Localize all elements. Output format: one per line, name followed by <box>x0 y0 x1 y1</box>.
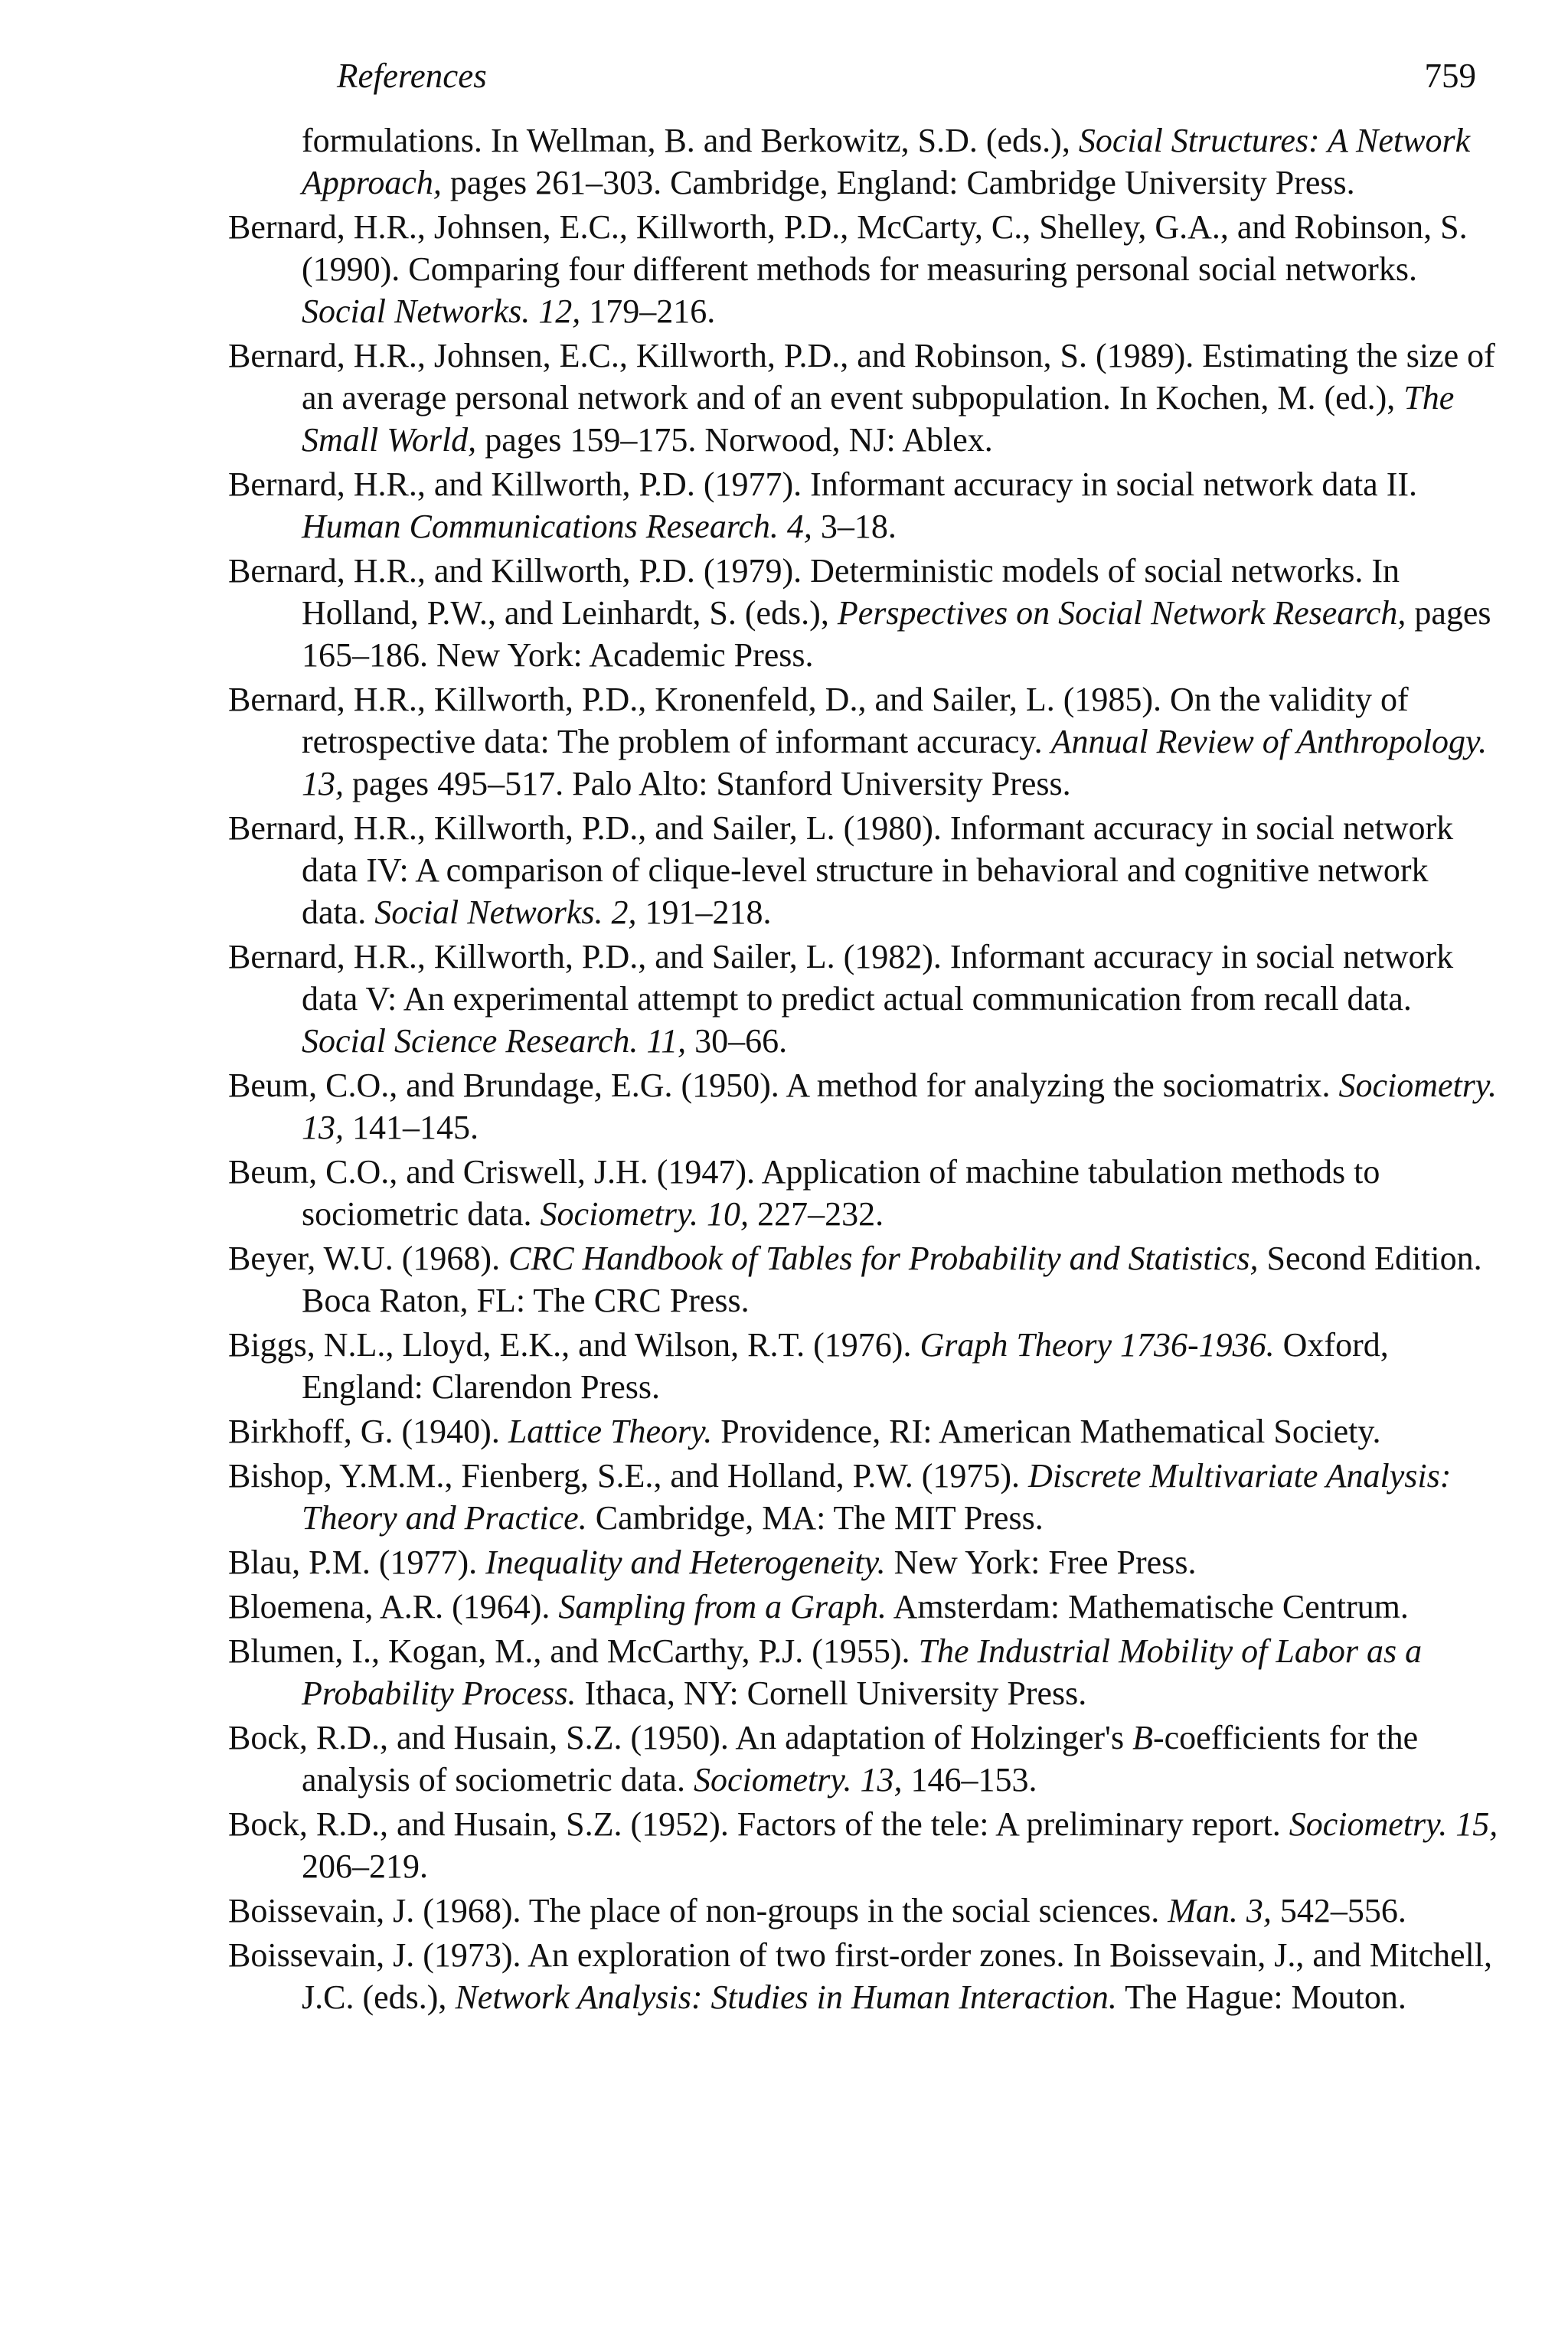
reference-entry <box>228 1455 1499 1539</box>
reference-text: Bishop, Y.M.M., Fienberg, S.E., and Holland, P.W. (1975). <box>228 1457 1029 1495</box>
reference-text: The Hague: Mouton. <box>1116 1978 1406 2016</box>
reference-entry <box>228 807 1499 933</box>
reference-text: 30–66. <box>686 1022 788 1060</box>
reference-text: Bock, R.D., and Husain, S.Z. (1950). An adaptation of Holzinger's <box>228 1719 1133 1756</box>
reference-text: Bernard, H.R., Killworth, P.D., and Sailer, L. (1982). Informant accuracy in social network data V: An experimental attempt to predict actual communication from recall data. <box>228 938 1454 1018</box>
reference-entry <box>228 936 1499 1062</box>
reference-text: 179–216. <box>580 292 716 330</box>
reference-italic-text: Network Analysis: Studies in Human Interaction. <box>455 1978 1117 2016</box>
reference-text: 3–18. <box>812 508 897 545</box>
reference-text: Biggs, N.L., Lloyd, E.K., and Wilson, R.T. (1976). <box>228 1326 920 1364</box>
reference-italic-text: The Industrial Mobility of Labor as a Probability Process. <box>302 1632 1423 1712</box>
reference-entry <box>228 1324 1499 1408</box>
reference-entry <box>228 550 1499 676</box>
reference-entry <box>228 678 1499 805</box>
reference-text: Bernard, H.R., and Killworth, P.D. (1979). Deterministic models of social networks. In Holland, P.W., and Leinhardt, S. (eds.), <box>228 552 1400 632</box>
reference-entry <box>228 1237 1499 1322</box>
reference-text: Boissevain, J. (1973). An exploration of two first-order zones. In Boissevain, J., and Mitchell, J.C. (eds.), <box>228 1936 1492 2016</box>
page-number: 759 <box>1424 57 1476 95</box>
reference-entry <box>228 463 1499 547</box>
reference-entry <box>228 1064 1499 1148</box>
reference-text: Boissevain, J. (1968). The place of non-groups in the social sciences. <box>228 1892 1168 1929</box>
reference-text: 206–219. <box>302 1848 428 1885</box>
reference-italic-text: The Small World, <box>302 379 1455 459</box>
reference-text: -coefficients for the analysis of sociometric data. <box>302 1719 1419 1799</box>
reference-text: pages 495–517. Palo Alto: Stanford University Press. <box>344 765 1071 802</box>
reference-text: Beum, C.O., and Brundage, E.G. (1950). A method for analyzing the sociomatrix. <box>228 1067 1339 1104</box>
reference-text: Providence, RI: American Mathematical Society. <box>712 1413 1381 1450</box>
reference-entry <box>228 1630 1499 1714</box>
reference-italic-text: Man. 3, <box>1168 1892 1272 1929</box>
reference-italic-text: Social Networks. 12, <box>302 292 581 330</box>
reference-text: 146–153. <box>902 1761 1037 1799</box>
reference-text: pages 159–175. Norwood, NJ: Ablex. <box>476 421 993 459</box>
reference-entry <box>228 1717 1499 1801</box>
reference-entry <box>228 1541 1499 1583</box>
reference-italic-text: Lattice Theory. <box>508 1413 713 1450</box>
reference-entry <box>228 335 1499 461</box>
reference-italic-text: Social Structures: A Network Approach, <box>302 122 1471 201</box>
reference-text: Amsterdam: Mathematische Centrum. <box>887 1588 1409 1625</box>
reference-text: Beyer, W.U. (1968). <box>228 1240 509 1277</box>
reference-entry <box>228 1934 1499 2018</box>
reference-italic-text: Sociometry. 13, <box>693 1761 903 1799</box>
reference-text: Bock, R.D., and Husain, S.Z. (1952). Factors of the tele: A preliminary report. <box>228 1805 1289 1843</box>
reference-text: 191–218. <box>636 894 772 931</box>
reference-text: Cambridge, MA: The MIT Press. <box>586 1499 1044 1537</box>
reference-entry-continued <box>228 119 1499 204</box>
reference-text: Bloemena, A.R. (1964). <box>228 1588 559 1625</box>
reference-italic-text: Sampling from a Graph. <box>558 1588 887 1625</box>
running-head <box>337 49 1476 103</box>
reference-italic-text: Sociometry. 13, <box>302 1067 1498 1146</box>
reference-text: pages 165–186. New York: Academic Press. <box>302 594 1491 674</box>
reference-italic-text: Inequality and Heterogeneity. <box>485 1544 886 1581</box>
reference-entry <box>228 206 1499 332</box>
reference-italic-text: Annual Review of Anthropology. 13, <box>302 723 1488 802</box>
reference-text: Bernard, H.R., Johnsen, E.C., Killworth, P.D., McCarty, C., Shelley, G.A., and Robinson, S. (1990). Comparing four different methods for measuring personal social networks. <box>228 208 1468 288</box>
reference-entry <box>228 1586 1499 1628</box>
reference-text: 141–145. <box>344 1109 479 1146</box>
reference-italic-text: CRC Handbook of Tables for Probability and Statistics, <box>508 1240 1259 1277</box>
reference-text: Birkhoff, G. (1940). <box>228 1413 508 1450</box>
reference-text: Bernard, H.R., Johnsen, E.C., Killworth, P.D., and Robinson, S. (1989). Estimating the size of an average personal network and of an event subpopulation. In Kochen, M. (ed.), <box>228 337 1495 417</box>
reference-text: Oxford, England: Clarendon Press. <box>302 1326 1389 1406</box>
reference-text: formulations. In Wellman, B. and Berkowitz, S.D. (eds.), <box>302 122 1079 159</box>
reference-text: New York: Free Press. <box>885 1544 1197 1581</box>
reference-text: Beum, C.O., and Criswell, J.H. (1947). Application of machine tabulation methods to sociometric data. <box>228 1153 1380 1233</box>
running-title: References <box>337 57 487 95</box>
reference-italic-text: Perspectives on Social Network Research, <box>837 594 1406 632</box>
reference-text: Blau, P.M. (1977). <box>228 1544 486 1581</box>
reference-italic-text: Discrete Multivariate Analysis: Theory and Practice. <box>302 1457 1452 1537</box>
reference-text: pages 261–303. Cambridge, England: Cambridge University Press. <box>441 164 1355 201</box>
reference-text: Second Edition. Boca Raton, FL: The CRC Press. <box>302 1240 1482 1319</box>
reference-text: Bernard, H.R., Killworth, P.D., Kronenfeld, D., and Sailer, L. (1985). On the validity of retrospective data: The problem of informant accuracy. <box>228 681 1409 760</box>
reference-text: Ithaca, NY: Cornell University Press. <box>576 1674 1087 1712</box>
reference-italic-text: Human Communications Research. 4, <box>302 508 812 545</box>
reference-italic-text: Sociometry. 15, <box>1289 1805 1498 1843</box>
reference-text: Bernard, H.R., and Killworth, P.D. (1977). Informant accuracy in social network data II. <box>228 466 1417 503</box>
reference-text: Bernard, H.R., Killworth, P.D., and Sailer, L. (1980). Informant accuracy in social network data IV: A comparison of clique-level structure in behavioral and cognitive network data. <box>228 809 1454 931</box>
reference-italic-text: Social Science Research. 11, <box>302 1022 687 1060</box>
reference-text: Blumen, I., Kogan, M., and McCarthy, P.J. (1955). <box>228 1632 919 1670</box>
reference-text: 542–556. <box>1271 1892 1406 1929</box>
reference-entry <box>228 1410 1499 1452</box>
reference-list <box>228 119 1499 2021</box>
reference-text: 227–232. <box>749 1195 884 1233</box>
reference-entry <box>228 1890 1499 1932</box>
reference-entry <box>228 1803 1499 1887</box>
reference-italic-text: B <box>1132 1719 1153 1756</box>
reference-italic-text: Sociometry. 10, <box>540 1195 750 1233</box>
reference-entry <box>228 1151 1499 1235</box>
reference-italic-text: Graph Theory 1736-1936. <box>920 1326 1275 1364</box>
reference-italic-text: Social Networks. 2, <box>374 894 637 931</box>
